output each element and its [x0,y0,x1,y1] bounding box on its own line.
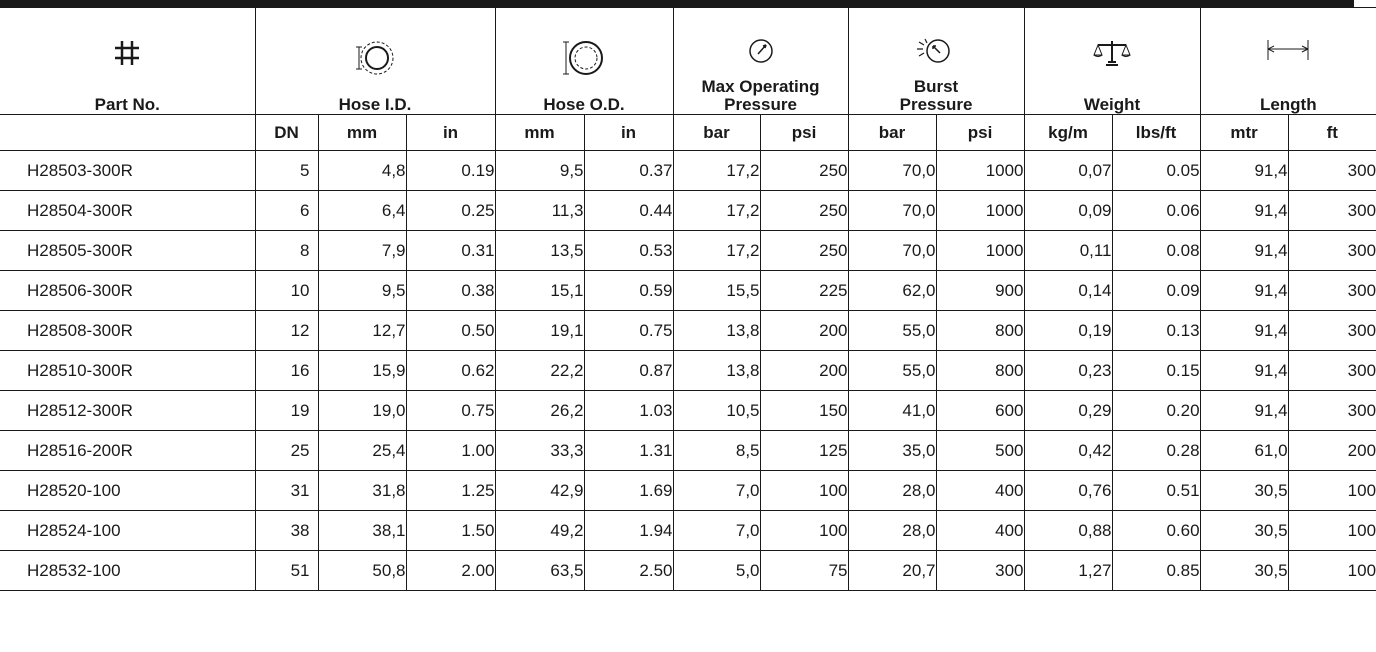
part-number-cell: H28506-300R [0,271,255,311]
table-row [0,231,1376,271]
top-rule [0,0,1354,7]
value-cell: 1.31 [584,431,673,471]
value-cell: 13,8 [673,351,760,391]
table-row [0,391,1376,431]
value-cell: 0.15 [1112,351,1200,391]
unit-cell: in [584,115,673,151]
value-cell: 300 [1288,231,1376,271]
value-cell: 10,5 [673,391,760,431]
value-cell: 63,5 [495,551,584,591]
value-cell: 600 [936,391,1024,431]
table-body [0,151,1376,591]
value-cell: 0,14 [1024,271,1112,311]
unit-cell: ft [1288,115,1376,151]
value-cell: 15,5 [673,271,760,311]
value-cell: 19,1 [495,311,584,351]
value-cell: 91,4 [1200,391,1288,431]
value-cell: 33,3 [495,431,584,471]
units-row [0,115,1376,151]
value-cell: 26,2 [495,391,584,431]
value-cell: 0.13 [1112,311,1200,351]
unit-cell: mtr [1200,115,1288,151]
header-length [1200,8,1376,115]
header-hose-od-label: Hose O.D. [543,95,625,114]
value-cell: 1.00 [406,431,495,471]
value-cell: 25,4 [318,431,406,471]
units-part-blank [0,115,255,151]
value-cell: 6 [255,191,318,231]
value-cell: 15,1 [495,271,584,311]
table-row [0,311,1376,351]
value-cell: 0.31 [406,231,495,271]
value-cell: 0,23 [1024,351,1112,391]
header-row [0,8,1376,115]
value-cell: 50,8 [318,551,406,591]
part-number-cell: H28520-100 [0,471,255,511]
value-cell: 1000 [936,231,1024,271]
value-cell: 0.09 [1112,271,1200,311]
value-cell: 7,0 [673,511,760,551]
value-cell: 5 [255,151,318,191]
header-hose-od [495,8,673,115]
value-cell: 62,0 [848,271,936,311]
part-number-cell: H28512-300R [0,391,255,431]
header-part-no [0,8,255,115]
value-cell: 0.85 [1112,551,1200,591]
unit-cell: kg/m [1024,115,1112,151]
value-cell: 0.05 [1112,151,1200,191]
value-cell: 38 [255,511,318,551]
value-cell: 17,2 [673,151,760,191]
length-arrow-icon [1201,38,1376,82]
value-cell: 38,1 [318,511,406,551]
value-cell: 91,4 [1200,231,1288,271]
value-cell: 100 [760,471,848,511]
value-cell: 30,5 [1200,551,1288,591]
unit-cell: psi [760,115,848,151]
value-cell: 0.53 [584,231,673,271]
value-cell: 1.50 [406,511,495,551]
value-cell: 42,9 [495,471,584,511]
value-cell: 0.50 [406,311,495,351]
value-cell: 400 [936,511,1024,551]
header-part-no-label: Part No. [94,95,160,114]
value-cell: 0.20 [1112,391,1200,431]
table-row [0,551,1376,591]
value-cell: 8 [255,231,318,271]
burst-gauge-icon [849,38,1024,64]
value-cell: 0,88 [1024,511,1112,551]
value-cell: 250 [760,191,848,231]
value-cell: 1.03 [584,391,673,431]
header-burst-pressure-label: Burst Pressure [899,77,973,114]
value-cell: 800 [936,351,1024,391]
value-cell: 300 [936,551,1024,591]
part-number-cell: H28505-300R [0,231,255,271]
value-cell: 300 [1288,391,1376,431]
value-cell: 70,0 [848,231,936,271]
part-number-cell: H28503-300R [0,151,255,191]
table-row [0,351,1376,391]
value-cell: 55,0 [848,351,936,391]
value-cell: 0,19 [1024,311,1112,351]
part-number-cell: H28524-100 [0,511,255,551]
header-max-pressure [673,8,848,115]
value-cell: 300 [1288,271,1376,311]
value-cell: 300 [1288,191,1376,231]
part-number-cell: H28516-200R [0,431,255,471]
value-cell: 15,9 [318,351,406,391]
value-cell: 0,11 [1024,231,1112,271]
value-cell: 225 [760,271,848,311]
value-cell: 0.25 [406,191,495,231]
value-cell: 200 [760,311,848,351]
value-cell: 1000 [936,151,1024,191]
value-cell: 31 [255,471,318,511]
value-cell: 13,5 [495,231,584,271]
value-cell: 91,4 [1200,351,1288,391]
value-cell: 0.62 [406,351,495,391]
value-cell: 800 [936,311,1024,351]
value-cell: 22,2 [495,351,584,391]
table-row [0,471,1376,511]
value-cell: 30,5 [1200,511,1288,551]
header-weight-label: Weight [1083,95,1141,114]
pressure-gauge-icon [674,38,848,64]
value-cell: 11,3 [495,191,584,231]
value-cell: 91,4 [1200,151,1288,191]
value-cell: 28,0 [848,471,936,511]
table-row [0,191,1376,231]
value-cell: 300 [1288,311,1376,351]
value-cell: 70,0 [848,151,936,191]
header-weight [1024,8,1200,115]
value-cell: 1000 [936,191,1024,231]
unit-cell: psi [936,115,1024,151]
value-cell: 0.59 [584,271,673,311]
header-length-label: Length [1259,95,1317,114]
header-max-pressure-label: Max Operating Pressure [701,77,820,114]
value-cell: 16 [255,351,318,391]
value-cell: 9,5 [318,271,406,311]
header-burst-pressure [848,8,1024,115]
value-cell: 9,5 [495,151,584,191]
value-cell: 300 [1288,351,1376,391]
unit-cell: mm [318,115,406,151]
value-cell: 0.08 [1112,231,1200,271]
part-number-cell: H28508-300R [0,311,255,351]
value-cell: 19,0 [318,391,406,431]
header-hose-id-label: Hose I.D. [338,95,412,114]
unit-cell: mm [495,115,584,151]
value-cell: 0,29 [1024,391,1112,431]
value-cell: 0.87 [584,351,673,391]
value-cell: 100 [760,511,848,551]
value-cell: 100 [1288,511,1376,551]
unit-cell: bar [848,115,936,151]
part-number-cell: H28510-300R [0,351,255,391]
value-cell: 250 [760,151,848,191]
value-cell: 7,9 [318,231,406,271]
header-hose-id [255,8,495,115]
value-cell: 1,27 [1024,551,1112,591]
value-cell: 0,42 [1024,431,1112,471]
value-cell: 20,7 [848,551,936,591]
value-cell: 55,0 [848,311,936,351]
hash-icon [0,38,255,82]
value-cell: 200 [760,351,848,391]
value-cell: 0,76 [1024,471,1112,511]
value-cell: 1.69 [584,471,673,511]
value-cell: 900 [936,271,1024,311]
value-cell: 70,0 [848,191,936,231]
value-cell: 91,4 [1200,191,1288,231]
value-cell: 0.37 [584,151,673,191]
value-cell: 400 [936,471,1024,511]
table-row [0,431,1376,471]
unit-cell: in [406,115,495,151]
value-cell: 125 [760,431,848,471]
table-row [0,271,1376,311]
value-cell: 4,8 [318,151,406,191]
value-cell: 91,4 [1200,311,1288,351]
part-number-cell: H28504-300R [0,191,255,231]
value-cell: 0.51 [1112,471,1200,511]
unit-cell: bar [673,115,760,151]
part-number-cell: H28532-100 [0,551,255,591]
value-cell: 8,5 [673,431,760,471]
inner-diameter-icon [256,38,495,82]
value-cell: 17,2 [673,231,760,271]
table-row [0,151,1376,191]
value-cell: 2.00 [406,551,495,591]
value-cell: 2.50 [584,551,673,591]
table-row [0,511,1376,551]
value-cell: 17,2 [673,191,760,231]
value-cell: 91,4 [1200,271,1288,311]
value-cell: 7,0 [673,471,760,511]
value-cell: 0.44 [584,191,673,231]
value-cell: 0.28 [1112,431,1200,471]
value-cell: 100 [1288,471,1376,511]
value-cell: 49,2 [495,511,584,551]
value-cell: 31,8 [318,471,406,511]
value-cell: 28,0 [848,511,936,551]
value-cell: 0.38 [406,271,495,311]
value-cell: 100 [1288,551,1376,591]
value-cell: 41,0 [848,391,936,431]
value-cell: 0.60 [1112,511,1200,551]
value-cell: 61,0 [1200,431,1288,471]
value-cell: 30,5 [1200,471,1288,511]
value-cell: 1.25 [406,471,495,511]
value-cell: 500 [936,431,1024,471]
value-cell: 200 [1288,431,1376,471]
value-cell: 51 [255,551,318,591]
unit-cell: DN [255,115,318,151]
value-cell: 10 [255,271,318,311]
value-cell: 0.06 [1112,191,1200,231]
value-cell: 300 [1288,151,1376,191]
unit-cell: lbs/ft [1112,115,1200,151]
value-cell: 35,0 [848,431,936,471]
hose-spec-table [0,7,1376,591]
value-cell: 75 [760,551,848,591]
value-cell: 25 [255,431,318,471]
outer-diameter-icon [496,38,673,82]
value-cell: 6,4 [318,191,406,231]
value-cell: 12 [255,311,318,351]
value-cell: 13,8 [673,311,760,351]
value-cell: 250 [760,231,848,271]
value-cell: 0,09 [1024,191,1112,231]
value-cell: 0,07 [1024,151,1112,191]
value-cell: 0.19 [406,151,495,191]
value-cell: 0.75 [406,391,495,431]
value-cell: 5,0 [673,551,760,591]
value-cell: 150 [760,391,848,431]
value-cell: 0.75 [584,311,673,351]
value-cell: 12,7 [318,311,406,351]
value-cell: 19 [255,391,318,431]
scale-icon [1025,38,1200,82]
value-cell: 1.94 [584,511,673,551]
